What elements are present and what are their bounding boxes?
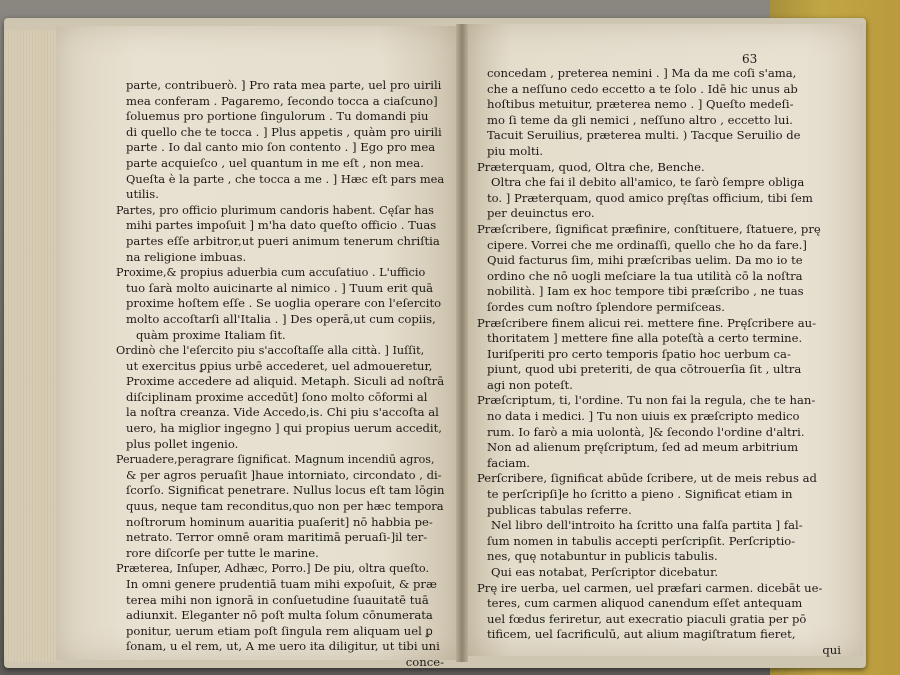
- text-line: rore diſcorſe per tutte le marine.: [126, 545, 319, 560]
- text-line: Tacuit Seruilius, præterea multi. ) Tacque Seruilio de: [487, 128, 801, 143]
- text-line: noſtrorum hominum auaritia puaſerit] nō habbia pe-: [126, 514, 433, 529]
- text-line: molto accoſtarſi all'Italia . ] Des operā,ut cum copiis,: [126, 311, 436, 326]
- text-line: faciam.: [487, 455, 530, 470]
- text-line: Qui eas notabat, Perſcriptor dicebatur.: [491, 565, 719, 579]
- text-line: ponitur, uerum etiam poſt ſingula rem aliquam uel ꝑ: [126, 623, 433, 638]
- entry-praeterquam: Præterquam, quod, Oltra che, Benche.: [477, 159, 705, 174]
- right-page-text: [477, 66, 841, 659]
- text-line: agi non poteſt.: [487, 377, 573, 392]
- text-line: terea mihi non ignorā in conſuetudine ſuauitatē tuā: [126, 592, 429, 607]
- text-line: rum. Io farò a mia uolontà, ]& ſecondo l'ordine d'altri.: [487, 424, 805, 439]
- text-line: ſoluemus pro portione ſingulorum . Tu domandi piu: [126, 109, 429, 124]
- entry-partes: Partes, pro officio plurimum candoris habent. Cęſar has: [116, 202, 434, 217]
- entry-praescriptum: Præſcriptum, ti, l'ordine. Tu non fai la regula, che te han-: [477, 393, 816, 408]
- text-line: publicas tabulas referre.: [487, 502, 632, 517]
- text-line: che a neſſuno cedo eccetto a te ſolo . Idē hic unus ab: [487, 81, 798, 96]
- text-line: piu molti.: [487, 143, 544, 158]
- text-line: la noſtra creanza. Vide Accedo,is. Chi piu s'accoſta al: [126, 405, 439, 420]
- text-line: parte . Io dal canto mio ſon contento . ] Ego pro mea: [126, 140, 436, 155]
- text-line: ſonam, u el rem, ut, A me uero ita diligitur, ut tibi uni: [126, 639, 440, 654]
- text-line: proxime hoſtem eſſe . Se uoglia operare con l'eſercito: [126, 296, 442, 311]
- text-line: per deuinctus ero.: [487, 206, 595, 221]
- text-line: & per agros peruaſit ]haue intorniato, circondato , di-: [126, 467, 442, 482]
- text-line: Iuriſperiti pro certo temporis ſpatio hoc uerbum ca-: [487, 346, 791, 361]
- text-line: ſum nomen in tabulis accepti perſcripſit. Perſcriptio-: [487, 533, 796, 548]
- text-line: Proxime accedere ad aliquid. Metaph. Siculi ad noſtrā: [126, 374, 445, 389]
- text-line: adiunxit. Eleganter nō poſt multa ſolum cōnumerata: [126, 608, 433, 623]
- text-line: Nel libro dell'introito ha ſcritto una falſa partita ] fal-: [491, 518, 803, 533]
- text-line: to. ] Præterquam, quod amico pręſtas officium, tibi ſem: [487, 190, 813, 205]
- left-page-text: [116, 78, 445, 671]
- text-line: nes, quę notabuntur in publicis tabulis.: [487, 549, 718, 564]
- text-line: hoſtibus metuitur, præterea nemo . ] Queſto medeſi-: [487, 97, 794, 112]
- text-line: Non ad alienum pręſcriptum, ſed ad meum arbitrium: [487, 440, 799, 455]
- page-edges: [4, 30, 60, 662]
- text-line: uero, ha miglior ingegno ] qui propius uerum accedit,: [126, 421, 442, 436]
- text-line: di quello che te tocca . ] Plus appetis , quàm pro uirili: [126, 124, 442, 139]
- text-line: diſciplinam proxime accedūt] ſono molto cōformi al: [126, 389, 428, 404]
- text-line: ſordes cum noſtro ſplendore permiſceas.: [487, 299, 725, 314]
- text-line: parte acquieſco , uel quantum in me eſt , non mea.: [126, 155, 424, 170]
- text-line: quàm proxime Italiam ſit.: [136, 327, 286, 342]
- catchword: conce-: [405, 654, 444, 669]
- text-line: Oltra che fai il debito all'amico, te ſarò ſempre obliga: [491, 175, 805, 190]
- entry-praeire: Prę ire uerba, uel carmen, uel præfari carmen. dicebāt ue-: [477, 580, 823, 595]
- book-gutter: [456, 24, 468, 662]
- text-line: Queſta è la parte , che tocca a me . ] Hæc eſt pars mea: [126, 171, 445, 186]
- text-line: Quid facturus ſim, mihi præſcribas uelim. Da mo io te: [487, 253, 803, 268]
- text-line: plus pollet ingenio.: [126, 436, 239, 451]
- catchword: qui: [822, 642, 841, 657]
- text-line: te perſcripſi]e ho ſcritto a pieno . Significat etiam in: [487, 487, 793, 502]
- entry-praeterea: Præterea, Inſuper, Adhæc, Porro.] De piu, oltra queſto.: [116, 561, 430, 576]
- text-line: mea conferam . Pagaremo, ſecondo tocca a ciaſcuno]: [126, 93, 438, 108]
- text-line: netrato. Terror omnē oram maritimā peruaſi-]il ter-: [126, 530, 428, 545]
- text-line: tificem, uel ſacrificulū, aut alium magiſtratum fieret,: [487, 627, 796, 642]
- text-line: ſcorſo. Significat penetrare. Nullus locus eſt tam lōgin: [126, 483, 445, 498]
- text-line: tuo ſarà molto auicinarte al nimico . ] Tuum erit quā: [126, 280, 434, 295]
- text-line: Ordinò che l'eſercito piu s'accoſtaſſe alla città. ] Iuſſit,: [116, 343, 425, 358]
- text-line: cipere. Vorrei che me ordinaſſi, quello che ho da fare.]: [487, 237, 807, 252]
- text-line: teres, cum carmen aliquod canendum eſſet antequam: [487, 596, 803, 611]
- text-line: ordino che nō uogli meſciare la tua utilità cō la noſtra: [487, 268, 803, 283]
- entry-peruadere: Peruadere,peragrare ſignificat. Magnum incendiū agros,: [116, 452, 435, 467]
- text-line: mihi partes impoſuit ] m'ha dato queſto officio . Tuas: [126, 218, 437, 233]
- text-line: parte, contribuerò. ] Pro rata mea parte, uel pro uirili: [126, 78, 442, 92]
- text-line: utilis.: [126, 187, 159, 202]
- entry-proxime: Proxime,& propius aduerbia cum accuſatiuo . L'ufficio: [116, 265, 426, 280]
- text-line: piunt, quod ubi preteriti, de qua cōtrouerſia ſit , ultra: [487, 362, 802, 377]
- text-line: concedam , preterea nemini . ] Ma da me coſi s'ama,: [487, 66, 797, 80]
- text-line: thoritatem ] mettere fine alla poteſtà a certo termine.: [487, 331, 803, 346]
- text-line: partes eſſe arbitror,ut pueri animum tenerum chriſtia: [126, 233, 440, 248]
- entry-perscribere: Perſcribere, ſignificat abūde ſcribere, ut de meis rebus ad: [477, 471, 817, 486]
- text-line: no data i medici. ] Tu non uiuis ex præſcripto medico: [487, 409, 800, 424]
- text-line: uel fœdus feriretur, aut execratio piaculi gratia per pō: [487, 611, 807, 626]
- text-line: na religione imbuas.: [126, 249, 247, 264]
- text-line: ut exercitus ꝑpius urbē accederet, uel admoueretur,: [126, 358, 433, 373]
- text-line: nobilità. ] Iam ex hoc tempore tibi præſcribo , ne tuas: [487, 284, 804, 299]
- page-number: 63: [742, 52, 758, 66]
- text-line: In omni genere prudentiā tuam mihi expoſuit, & præ: [126, 577, 437, 591]
- entry-praescribere-finem: Præſcribere finem alicui rei. mettere fine. Pręſcribere au-: [477, 315, 817, 330]
- text-line: mo ſi teme da gli nemici , neſſuno altro , eccetto lui.: [487, 112, 793, 127]
- text-line: quus, neque tam reconditus,quo non per hæc tempora: [126, 499, 444, 514]
- entry-praescribere: Præſcribere, ſignificat præfinire, conſtituere, ſtatuere, prę: [477, 221, 821, 236]
